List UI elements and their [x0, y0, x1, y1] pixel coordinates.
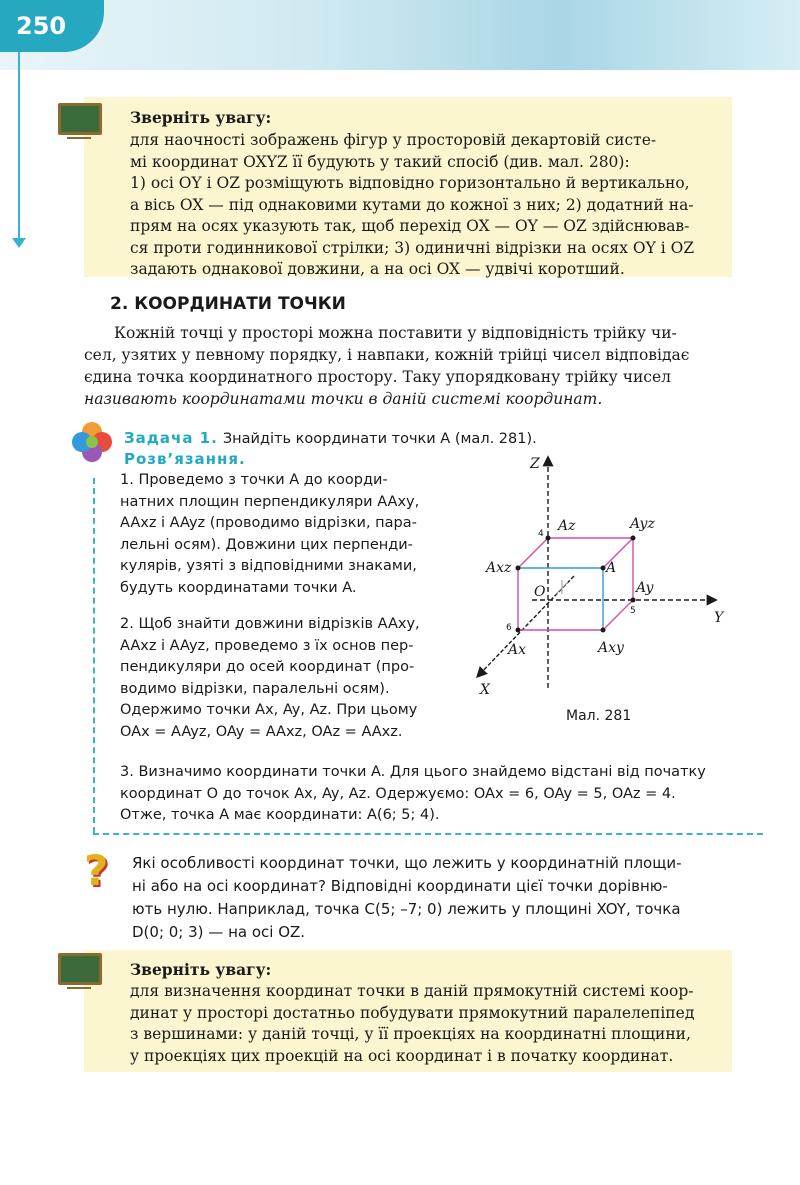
chalkboard-icon	[58, 953, 102, 985]
note-line: а вісь OX — під однаковими кутами до кожної з них; 2) додатний на-	[130, 195, 694, 214]
note-body	[130, 130, 728, 281]
label-y: Y	[714, 610, 724, 626]
note-line: прям на осях указують так, щоб перехід OX — OY — OZ здійснював-	[130, 217, 690, 235]
point-a	[601, 566, 606, 571]
label-az: Az	[558, 518, 576, 534]
step-line: AAxz і AAyz, проведемо з їх основ пер-	[120, 637, 414, 654]
step-line: будуть координатами точки A.	[120, 579, 357, 596]
label-a: A	[606, 560, 617, 576]
task-border-bottom	[93, 833, 763, 835]
point-axz	[516, 566, 521, 571]
step-line: Одержимо точки Ax, Ay, Az. При цьому	[120, 702, 418, 718]
question-line: D(0; 0; 3) — на осі OZ.	[132, 923, 306, 941]
chalkboard-icon	[58, 103, 102, 135]
paragraph-line: називають координатами точки в даній системі координат.	[84, 390, 603, 408]
note-line: задають однакової довжини, а на осі OX — удвічі коротший.	[130, 260, 625, 278]
point-axy	[601, 628, 606, 633]
question-text	[132, 852, 732, 944]
note-title: Зверніть увагу:	[130, 960, 272, 979]
paragraph-line: Кожній точці у просторі можна поставити у відповідність трійку чи-	[114, 324, 677, 342]
paragraph-line: єдина точка координатного простору. Таку упорядковану трійку чисел	[84, 368, 671, 386]
step-line: 2. Щоб знайти довжини відрізків AAxy,	[120, 616, 420, 632]
margin-rule	[18, 52, 20, 242]
step-line: натних площин перпендикуляри AAxy,	[120, 493, 420, 510]
solution-label: Розв’язання.	[124, 450, 246, 468]
task-header	[124, 428, 537, 451]
task-statement: Знайдіть координати точки A (мал. 281).	[222, 431, 537, 447]
label-axy: Axy	[598, 640, 624, 656]
step-line: Отже, точка A має координати: A(6; 5; 4).	[120, 807, 440, 823]
step-line: 1. Проведемо з точки A до коорди-	[120, 472, 388, 488]
point-ay	[631, 598, 636, 603]
margin-arrow-icon	[12, 238, 26, 248]
note-line: 1) осі OY і OZ розміщують відповідно горизонтально й вертикально,	[130, 174, 690, 192]
note-line: для наочності зображень фігур у просторовій декартовій систе-	[130, 131, 657, 149]
section-paragraph	[84, 322, 732, 410]
note-line: у проекціях цих проекцій на осі координат і в початку координат.	[130, 1046, 674, 1065]
header-decoration	[0, 0, 800, 70]
step-line: 3. Визначимо координати точки A. Для цього знайдемо відстані від початку	[120, 764, 706, 780]
tick-y-5: 5	[630, 606, 636, 616]
tick-z-4: 4	[538, 529, 544, 539]
label-z: Z	[530, 456, 540, 472]
step-line: AAxz і AAyz (проводимо відрізки, пара-	[120, 515, 417, 531]
label-ax: Ax	[508, 642, 527, 658]
paragraph-line: сел, узятих у певному порядку, і навпаки, кожній трійці чисел відповідає	[84, 346, 690, 364]
step-line: кулярів, узяті з відповідними знаками,	[120, 558, 417, 574]
question-line: Які особливості координат точки, що лежить у координатній площи-	[132, 854, 682, 872]
solution-step-1	[120, 470, 450, 599]
point-ax	[516, 628, 521, 633]
task-label: Задача 1.	[124, 429, 218, 447]
task-border-left	[93, 478, 95, 833]
question-line: ні або на осі координат? Відповідні координати цієї точки дорівню-	[132, 877, 668, 895]
note-body	[130, 981, 728, 1067]
tick-x-6: 6	[506, 623, 512, 633]
step-line: лельні осям). Довжини цих перпенди-	[120, 536, 413, 553]
step-line: OAx = AAyz, OAy = AAxz, OAz = AAxz.	[120, 723, 403, 740]
note-line: з вершинами: у даній точці, у її проекціях на координатні площини,	[130, 1025, 691, 1043]
solution-step-3	[120, 762, 740, 827]
note-line: для визначення координат точки в даній прямокутній системі коор-	[130, 982, 694, 1000]
page-number: 250	[0, 0, 104, 52]
label-o: O	[534, 584, 546, 600]
question-mark-icon: ?	[84, 846, 109, 895]
box-edge	[603, 600, 633, 630]
note-title: Зверніть увагу:	[130, 108, 272, 127]
coordinate-figure	[470, 450, 750, 700]
question-line: ють нулю. Наприклад, точка C(5; –7; 0) лежить у площині XOY, точка	[132, 900, 681, 918]
step-line: водимо відрізки, паралельні осям).	[120, 680, 390, 697]
note-line: мі координат OXYZ її будують у такий спосіб (див. мал. 280):	[130, 152, 630, 171]
point-az	[546, 536, 551, 541]
label-ayz: Ayz	[630, 516, 655, 532]
label-ay: Ay	[636, 580, 654, 596]
label-axz: Axz	[486, 560, 512, 576]
section-heading: 2. КООРДИНАТИ ТОЧКИ	[110, 294, 346, 314]
box-edge	[518, 538, 548, 568]
label-x: X	[480, 682, 490, 698]
note-line: ся проти годинникової стрілки; 3) одиничні відрізки на осях OY і OZ	[130, 238, 695, 257]
pinwheel-icon	[70, 420, 114, 464]
note-line: динат у просторі достатньо побудувати прямокутний паралелепіпед	[130, 1003, 695, 1022]
solution-step-2	[120, 614, 450, 743]
point-ayz	[631, 536, 636, 541]
figure-caption: Мал. 281	[566, 708, 632, 724]
step-line: координат O до точок Ax, Ay, Az. Одержуємо: OAx = 6, OAy = 5, OAz = 4.	[120, 785, 676, 802]
step-line: пендикуляри до осей координат (про-	[120, 659, 415, 675]
